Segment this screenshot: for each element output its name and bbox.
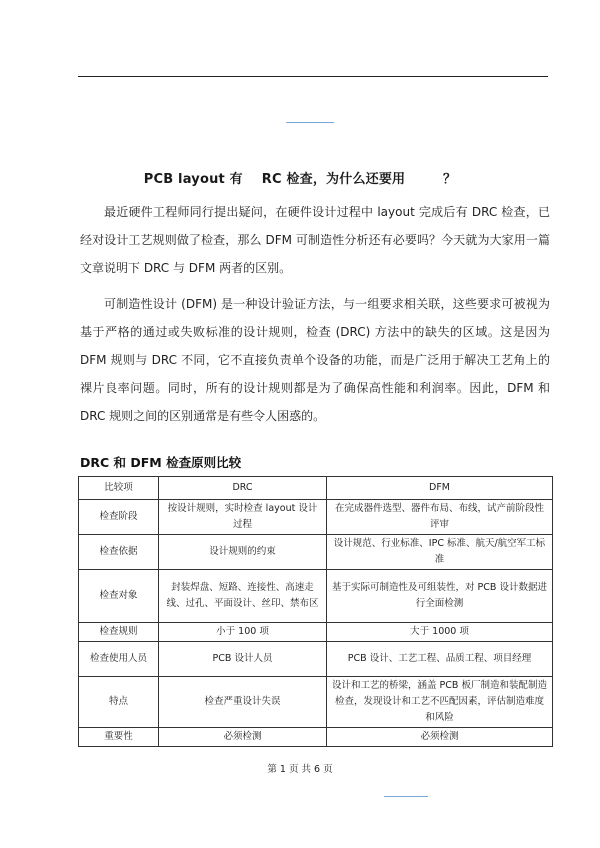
table-cell: 大于 1000 项 xyxy=(327,623,553,642)
table-row xyxy=(79,535,553,570)
footer-link-line xyxy=(384,796,428,797)
document-title: PCB layout 有 RC 检查，为什么还要用 ？ xyxy=(143,172,457,187)
paragraph-dfm-definition: 可制造性设计 (DFM) 是一种设计验证方法，与一组要求相关联，这些要求可被视为基于严格的通过或失败标准的设计规则，检查 (DRC) 方法中的缺失的区域。这是因为 DFM 规则与 DRC 不同，它不直接负责单个设备的功能，而是广泛用于解决工艺角上的裸片良率问题。同时，所有的设计规则都是为了确保高性能和利润率。因此，DFM 和 DRC 规则之间的区别通常是有些令人困惑的。 xyxy=(80,297,550,423)
table-header-cell: 比较项 xyxy=(79,477,159,500)
table-cell: PCB 设计、工艺工程、品质工程、项目经理 xyxy=(327,642,553,677)
table-row xyxy=(79,570,553,623)
table-cell: 检查使用人员 xyxy=(79,642,159,677)
table-cell: PCB 设计人员 xyxy=(159,642,327,677)
comparison-table xyxy=(78,476,553,747)
header-link-line xyxy=(286,122,334,123)
table-cell: 检查阶段 xyxy=(79,500,159,535)
table-cell: 特点 xyxy=(79,677,159,728)
table-row xyxy=(79,500,553,535)
header-rule xyxy=(78,76,548,77)
table-cell: 封装焊盘、短路、连接性、高速走线、过孔、平面设计、丝印、禁布区 xyxy=(159,570,327,623)
table-row xyxy=(79,677,553,728)
table-row xyxy=(79,623,553,642)
table-cell: 设计规则的约束 xyxy=(159,535,327,570)
table-row xyxy=(79,728,553,747)
section-heading: DRC 和 DFM 检查原则比较 xyxy=(80,455,242,470)
table-cell: 必须检测 xyxy=(159,728,327,747)
table-cell: 设计和工艺的桥梁，涵盖 PCB 板厂制造和装配制造检查，发现设计和工艺不匹配因素，评估制造难度和风险 xyxy=(327,677,553,728)
table-header-cell: DRC xyxy=(159,477,327,500)
table-cell: 重要性 xyxy=(79,728,159,747)
table-cell: 检查严重设计失误 xyxy=(159,677,327,728)
paragraph-intro: 最近硬件工程师同行提出疑问，在硬件设计过程中 layout 完成后有 DRC 检查，已经对设计工艺规则做了检查，那么 DFM 可制造性分析还有必要吗？今天就为大家用一篇文章说明下 DRC 与 DFM 两者的区别。 xyxy=(80,205,550,275)
table-cell: 小于 100 项 xyxy=(159,623,327,642)
table-cell: 必须检测 xyxy=(327,728,553,747)
table-cell: 检查依据 xyxy=(79,535,159,570)
table-cell: 检查规则 xyxy=(79,623,159,642)
table-cell: 基于实际可制造性及可组装性，对 PCB 设计数据进行全面检测 xyxy=(327,570,553,623)
table-cell: 检查对象 xyxy=(79,570,159,623)
table-cell: 在完成器件选型、器件布局、布线，试产前阶段性评审 xyxy=(327,500,553,535)
table-cell: 设计规范、行业标准、IPC 标准、航天/航空军工标准 xyxy=(327,535,553,570)
table-header-cell: DFM xyxy=(327,477,553,500)
table-row xyxy=(79,642,553,677)
table-cell: 按设计规则，实时检查 layout 设计过程 xyxy=(159,500,327,535)
page-number-footer: 第 1 页 共 6 页 xyxy=(267,764,333,775)
table-header-row xyxy=(79,477,553,500)
